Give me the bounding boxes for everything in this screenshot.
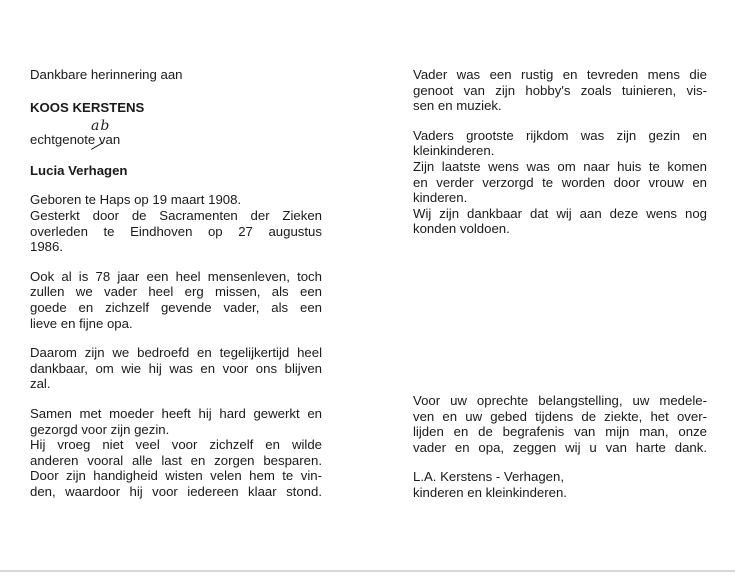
text-line: zal. — [30, 376, 51, 392]
text-line: Door zijn handigheid wisten velen hem te vin- — [30, 468, 322, 484]
text-line: Vaders grootste rijkdom was zijn gezin en — [413, 127, 707, 143]
text-line: Voor uw oprechte belangstelling, uw medele- — [413, 392, 707, 408]
card-bottom-edge — [0, 570, 735, 572]
text-line: kleinkinderen. — [413, 143, 495, 159]
text-line: den, waardoor hij voor iedereen klaar stond. — [30, 483, 322, 499]
text-line: konden voldoen. — [413, 221, 510, 237]
text-line: Ook al is 78 jaar een heel mensenleven, toch — [30, 268, 322, 284]
text-line: gezorgd voor zijn gezin. — [30, 421, 170, 437]
deceased-name: KOOS KERSTENS — [30, 99, 145, 115]
text-line: Geboren te Haps op 19 maart 1908. — [30, 192, 242, 208]
birth-death-paragraph — [30, 192, 322, 254]
text-line: dankbaar, om wie hij was en voor ons blijven — [30, 360, 322, 376]
spouse-name: Lucia Verhagen — [30, 162, 128, 178]
hobbies-paragraph — [413, 67, 707, 114]
relation-text: echtgenote van — [30, 132, 121, 148]
text-line: en verder verzorgd te worden door vrouw en — [413, 174, 707, 190]
text-line: Vader was een rustig en tevreden mens die — [413, 67, 707, 82]
text-line: lijden en de begrafenis van mijn man, onze — [413, 424, 707, 440]
text-line: Gesterkt door de Sacramenten der Zieken — [30, 207, 322, 223]
text-line: overleden te Eindhoven op 27 augustus — [30, 223, 322, 239]
text-line: vader en opa, zeggen wij u van harte dank. — [413, 439, 707, 455]
handwritten-correction: ab — [91, 118, 111, 134]
text-line: Hij vroeg niet veel voor zichzelf en wilde — [30, 437, 322, 453]
right-column — [413, 67, 707, 501]
text-line: zullen we vader heel erg missen, als een — [30, 284, 322, 300]
signature-line: kinderen en kleinkinderen. — [413, 484, 567, 500]
thanks-paragraph — [413, 393, 707, 455]
gratitude-paragraph — [30, 345, 322, 392]
text-line: Daarom zijn we bedroefd en tegelijkertijd heel — [30, 345, 322, 361]
signature-block — [413, 469, 707, 500]
left-column — [30, 67, 322, 499]
text-line: goede en zichzelf gevende vader, als een — [30, 299, 322, 315]
tribute-paragraph — [30, 269, 322, 331]
text-line: genoot van zijn hobby's zoals tuinieren, vis- — [413, 82, 707, 98]
text-line: Samen met moeder heeft hij hard gewerkt en — [30, 405, 322, 421]
text-line: kinderen. — [413, 190, 468, 206]
text-line: anderen vooral alle last en zorgen besparen. — [30, 452, 322, 468]
life-paragraph — [30, 406, 322, 500]
text-line: sen en muziek. — [413, 98, 502, 114]
text-line: Zijn laatste wens was om naar huis te komen — [413, 158, 707, 174]
intro-text: Dankbare herinnering aan — [30, 67, 183, 82]
wish-paragraph — [413, 128, 707, 237]
text-line: ven en uw gebed tijdens de ziekte, het over- — [413, 408, 707, 424]
text-line: Wij zijn dankbaar dat wij aan deze wens nog — [413, 205, 707, 221]
text-line: lieve en fijne opa. — [30, 315, 133, 331]
text-line: 1986. — [30, 239, 64, 255]
signature-line: L.A. Kerstens - Verhagen, — [413, 469, 565, 485]
